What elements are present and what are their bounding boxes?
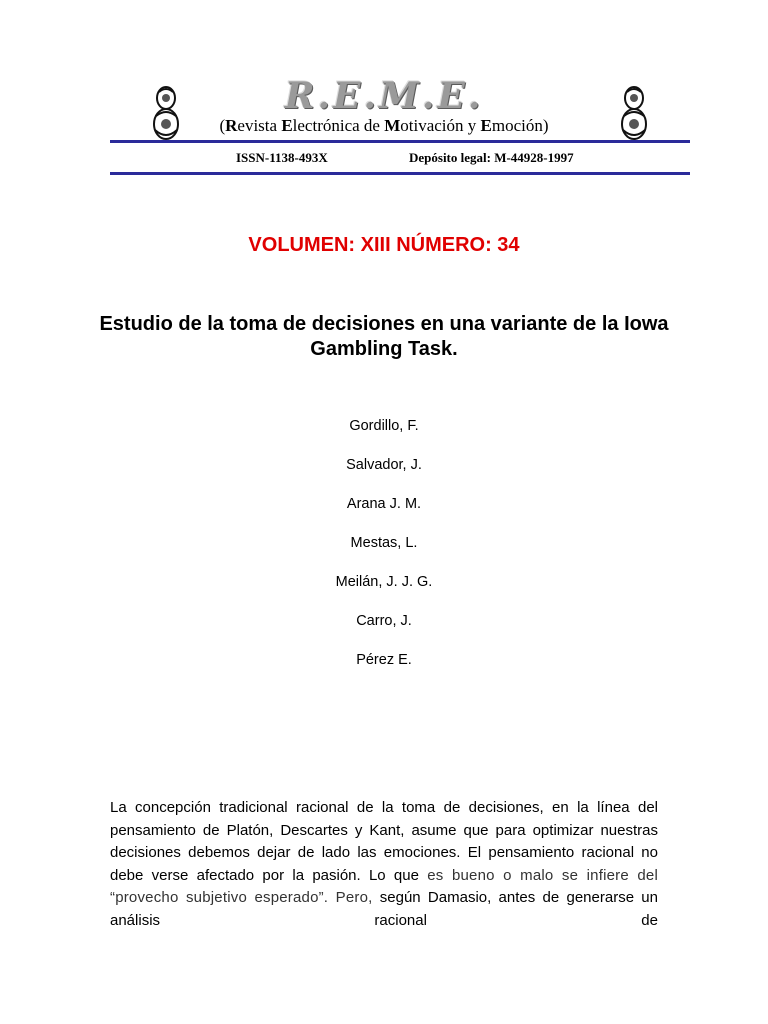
issn-label: ISSN-1138-493X (236, 150, 328, 165)
intro-text-part-1: La concepción tradicional racional de la toma de decisiones, en la línea del pensamiento de Platón, Descartes y Kant, asume que para optimizar nuestras decisiones debemos dejar de lado las emociones. El pensamiento racional no debe verse afectado por la pasión. Lo que (110, 799, 658, 884)
author-name: Mestas, L. (350, 535, 418, 551)
header-rule-top (110, 140, 690, 143)
intro-text-part-3: según Damasio, antes de generarse un análisis racional de (110, 889, 658, 929)
author-name: Carro, J. (356, 613, 412, 629)
intro-paragraph (110, 797, 658, 932)
author-name: Gordillo, F. (349, 418, 419, 434)
author-name: Meilán, J. J. G. (335, 574, 433, 590)
volume-number: VOLUMEN: XIII NÚMERO: 34 (248, 234, 520, 256)
author-name: Salvador, J. (346, 457, 422, 473)
journal-logo: R.E.M.E. (284, 75, 484, 117)
journal-subtitle: (Revista Electrónica de Motivación y Emoción) (219, 116, 549, 135)
author-list (0, 414, 768, 687)
journal-header (0, 0, 768, 190)
deposito-legal-label: Depósito legal: M-44928-1997 (409, 150, 574, 165)
intro-text-part-2: es bueno o malo se infiere del “provecho subjetivo esperado”. Pero, (110, 866, 658, 906)
author-name: Arana J. M. (346, 496, 422, 512)
header-rule-bottom (110, 172, 690, 175)
article-title: Estudio de la toma de decisiones en una variante de la Iowa Gambling Task. (99, 313, 669, 360)
author-name: Pérez E. (356, 652, 412, 668)
